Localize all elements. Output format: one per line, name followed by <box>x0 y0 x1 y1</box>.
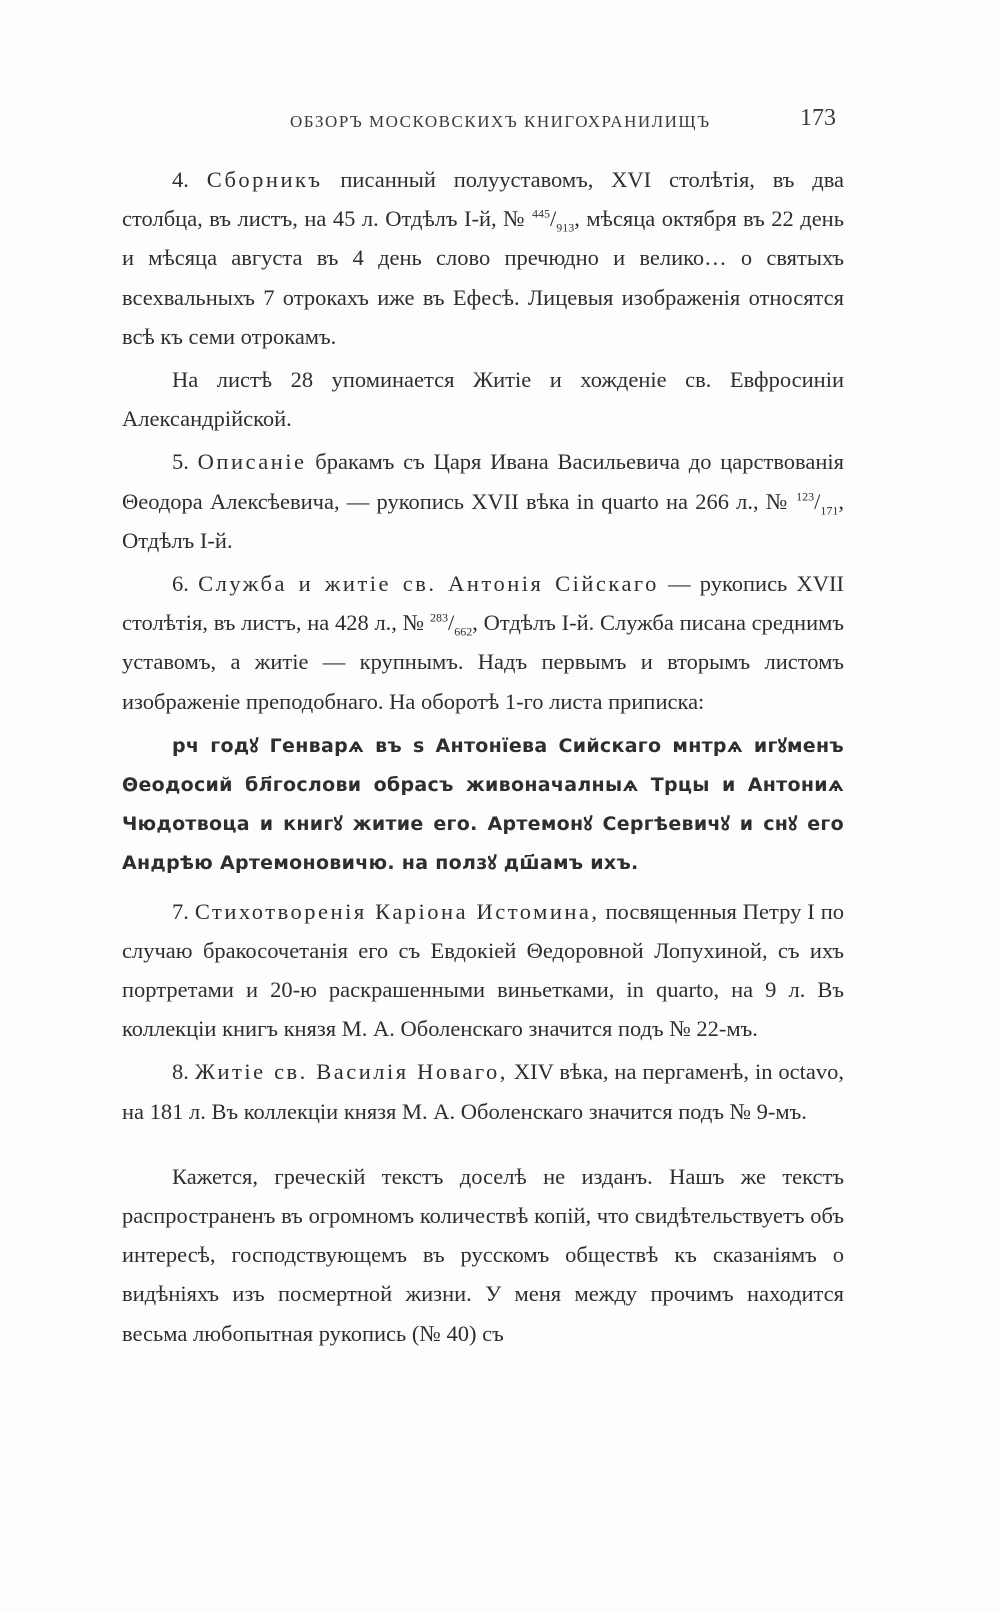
entry-6-text-a: — рукопись XVII столѣтія, въ листъ, на 428 л., № <box>122 571 844 636</box>
church-slavonic-inscription: рч годꙋ Генварѧ въ ѕ Антонїева Сийскаго мнтрѧ игꙋменъ Θеодосий бл҃гослови обрасъ живоначалныѧ Трцы и Антониѧ Чюдотвоца и книгꙋ житие его. Артемонꙋ Сергѣевичꙋ и снꙋ его Андрѣю Артемоновичю. на ползꙋ дш҃амъ ихъ. <box>122 734 844 875</box>
entry-7 <box>122 892 844 1049</box>
entry-6-text-b: , Отдѣлъ I-й. Служба писана среднимъ уставомъ, а житіе — крупнымъ. Надъ первымъ и вторымъ листомъ изображеніе преподобнаго. На оборотѣ 1-го листа приписка: <box>122 610 845 714</box>
running-title: ОБЗОРЪ МОСКОВСКИХЪ КНИГОХРАНИЛИЩЪ <box>290 112 711 131</box>
entry-6 <box>122 564 844 721</box>
commentary-paragraph: Кажется, греческій текстъ доселѣ не изданъ. Нашъ же текстъ распространенъ въ огромномъ количествѣ копій, что свидѣтельствуетъ объ интересѣ, господствующемъ въ русскомъ обществѣ къ сказаніямъ о видѣніяхъ изъ посмертной жизни. У меня между прочимъ находится весьма любопытная рукопись (№ 40) съ <box>122 1163 844 1346</box>
entry-8-text: XIV вѣка, на пергаменѣ, in octavo, на 181 л. Въ коллекціи князя М. А. Оболенскаго значится подъ № 9-мъ. <box>122 1059 845 1124</box>
entry-6-title: Служба и житіе св. Антонія Сійскаго <box>198 571 659 597</box>
shelfmark-denominator: 913 <box>556 220 575 235</box>
entry-4-number: 4. <box>172 167 189 192</box>
entry-6-number: 6. <box>172 571 189 597</box>
entry-4-note: На листѣ 28 упоминается Житіе и хожденіе св. Евфросиніи Александрійской. <box>122 367 844 432</box>
shelfmark-denominator: 171 <box>820 503 839 518</box>
entry-5-title: Описаніе <box>197 449 307 475</box>
entry-4-shelfmark: $^{445}/_{913}$ <box>532 206 575 235</box>
entry-6-shelfmark: $^{283}/_{662}$ <box>429 610 473 639</box>
page-number: 173 <box>800 105 836 131</box>
entry-4-title: Сборникъ <box>206 167 323 192</box>
shelfmark-denominator: 662 <box>454 624 473 639</box>
entry-4 <box>122 160 844 356</box>
entry-5-number: 5. <box>172 449 189 475</box>
entry-8-number: 8. <box>172 1059 189 1085</box>
shelfmark-numerator: 123 <box>796 489 815 504</box>
entry-4-text-b: , мѣсяца октября въ 22 день и мѣсяца августа въ 4 день слово пречюдно и велико… о святыхъ всехвальныхъ 7 отрокахъ иже въ Ефесѣ. Лицевыя изображенія относятся всѣ къ семи отрокамъ. <box>122 206 844 349</box>
entry-5 <box>122 442 844 560</box>
entry-7-text: посвященныя Петру I по случаю бракосочетанія его съ Евдокіей Θедоровной Лопухиной, съ ихъ портретами и 20-ю раскрашенными виньетками, in quarto, на 9 л. Въ коллекціи книгъ князя М. А. Оболенскаго значится подъ № 22-мъ. <box>122 898 844 1042</box>
entry-7-title: Стихотворенія Каріона Истомина, <box>194 898 600 924</box>
entry-5-shelfmark: $^{123}/_{171}$ <box>796 488 839 518</box>
shelfmark-numerator: 283 <box>429 610 448 625</box>
entry-4-text-a: писанный полууставомъ, XVI столѣтія, въ два столбца, въ листъ, на 45 л. Отдѣлъ I-й, № <box>122 167 845 232</box>
main-text <box>122 160 844 1357</box>
shelfmark-numerator: 445 <box>532 206 551 221</box>
entry-5-text-b: , Отдѣлъ I-й. <box>122 488 845 553</box>
entry-7-number: 7. <box>172 898 189 924</box>
entry-8-title: Житіе св. Василія Новаго, <box>194 1059 508 1085</box>
entry-8 <box>122 1052 844 1130</box>
entry-5-text-a: бракамъ съ Царя Ивана Васильевича до царствованія Θеодора Алексѣевича, — рукопись XVII вѣка in quarto на 266 л., № <box>122 449 845 514</box>
